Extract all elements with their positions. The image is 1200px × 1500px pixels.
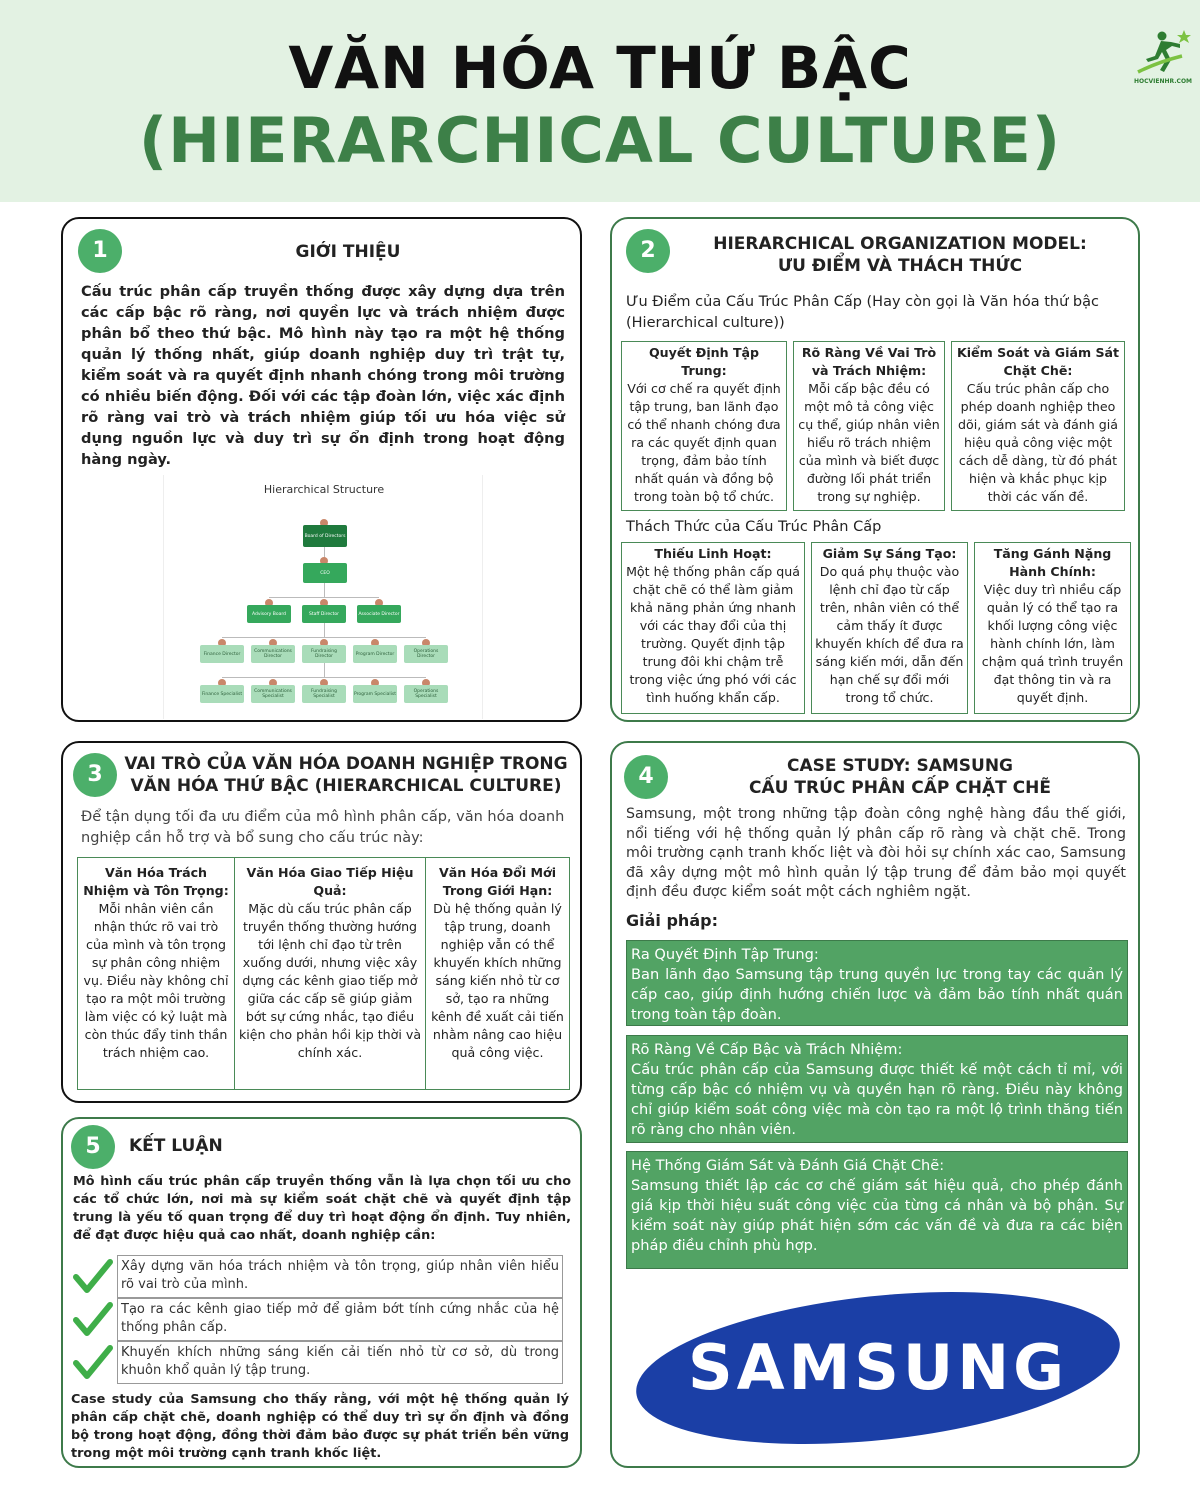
org-box-level5: Communications Specialist [251,685,295,703]
org-box-level4: Finance Director [200,645,244,663]
checklist-item [73,1298,563,1341]
advantages-heading: Ưu Điểm của Cấu Trúc Phân Cấp (Hay còn gọi là Văn hóa thứ bậc (Hierarchical culture)) [626,294,1099,331]
org-box-level5: Fundraising Specialist [302,685,346,703]
advantage-title: Kiểm Soát và Giám Sát Chặt Chẽ: [956,345,1120,378]
org-box-level5: Program Specialist [353,685,397,703]
advantage-title: Quyết Định Tập Trung: [648,345,760,378]
culture-role-panel [61,741,582,1103]
challenges-heading: Thách Thức của Cấu Trúc Phân Cấp [626,519,882,535]
culture-text: Mỗi nhân viên cần nhận thức rõ vai trò của mình và tôn trọng sự phân công nhiệm vụ. Điều này không chỉ tạo ra một môi trường làm việc có kỷ luật mà còn thúc đẩy tinh thần trách nhiệm cao. [83,901,229,1060]
samsung-logo [634,1291,1122,1446]
culture-title: Văn Hóa Giao Tiếp Hiệu Quả: [246,865,414,898]
advantages-grid [621,341,1131,511]
challenge-title: Giảm Sự Sáng Tạo: [822,546,957,561]
org-box-level4: Fundraising Director [302,645,346,663]
org-line [269,597,379,598]
challenge-text: Việc duy trì nhiều cấp quản lý có thể tạo ra khối lượng công việc hành chính lớn, làm chậm quá trình truyền đạt thông tin và ra quyết định. [981,582,1124,705]
section4-title-line1: CASE STUDY: SAMSUNG [786,756,1014,776]
section-number-4: 4 [624,755,668,799]
section2-title-line2: ƯU ĐIỂM VÀ THÁCH THỨC [777,256,1023,276]
solutions-label: Giải pháp: [626,911,718,930]
checkmark-icon [73,1259,113,1295]
checklist-text: Tạo ra các kênh giao tiếp mở để giảm bớt tính cứng nhắc của hệ thống phân cấp. [117,1298,563,1341]
challenge-card [811,542,968,714]
solution-title: Hệ Thống Giám Sát và Đánh Giá Chặt Chẽ: [631,1157,945,1174]
checkmark-icon [73,1345,113,1381]
solution-box [626,1151,1128,1269]
intro-body-text: Cấu trúc phân cấp truyền thống được xây dựng dựa trên các cấp bậc rõ ràng, nơi quyền lực và trách nhiệm được phân bổ theo thứ bậc. Mô hình này tạo ra một hệ thống quản lý thống nhất, giúp doanh nghiệp duy trì trật tự, kiểm soát và ra quyết định nhanh chóng trong môi trường có nhiều biến động. Đối với các tập đoàn lớn, việc xác định rõ ràng vai trò và trách nhiệm giúp tối ưu hóa việc sử dụng nguồn lực và duy trì sự ổn định trong hoạt động hàng ngày. [81,283,565,468]
org-line [222,637,426,638]
challenge-card [974,542,1131,714]
conclusion-panel [61,1117,582,1468]
culture-card [78,858,235,1089]
culture-text: Mặc dù cấu trúc phân cấp truyền thống thường hướng tới lệnh chỉ đạo từ trên xuống dưới, nhưng việc xây dựng các kênh giao tiếp mở giữa các cấp sẽ giúp giảm bớt sự cứng nhắc, tạo điều kiện cho phản hồi kịp thời và chính xác. [238,901,422,1060]
org-box-level3: Associate Director [357,605,401,623]
checkmark-icon [73,1302,113,1338]
conclusion-text: Case study của Samsung cho thấy rằng, với một hệ thống quản lý phân cấp chặt chẽ, doanh nghiệp có thể duy trì sự ổn định và đồng bộ trong hoạt động, đồng thời đảm bảo được sự phát triển bền vững trong một môi trường cạnh tranh khốc liệt. [71,1392,569,1461]
org-line [324,583,325,597]
culture-card [235,858,426,1089]
title-line-2: (HIERARCHICAL CULTURE) [138,104,1062,177]
logo-caption: HOCVIENHR.COM [1133,78,1193,85]
section3-title-line2: VĂN HÓA THỨ BẬC (HIERARCHICAL CULTURE) [130,776,562,796]
advantage-text: Cấu trúc phân cấp cho phép doanh nghiệp theo dõi, giám sát và đánh giá hiệu quả công việc một cách dễ dàng, từ đó phát hiện và khắc phục kịp thời các vấn đề. [958,381,1118,504]
challenges-grid [621,542,1131,714]
section2-title [690,233,1110,277]
samsung-logo-text: SAMSUNG [687,1331,1069,1404]
section-number-2: 2 [626,229,670,273]
advantage-card [951,341,1125,511]
culture-title: Văn Hóa Đổi Mới Trong Giới Hạn: [438,865,557,898]
solution-text: Samsung thiết lập các cơ chế giám sát hiệu quả, cho phép đánh giá kịp thời hiệu suất công việc của từng cá nhân và bộ phận. Sự kiểm soát này giúp phát hiện sớm các vấn đề và đưa ra các biện pháp điều chỉnh phù hợp. [631,1177,1123,1254]
culture-card [426,858,569,1089]
org-box-level3: Staff Director [302,605,346,623]
section4-title-line2: CẤU TRÚC PHÂN CẤP CHẶT CHẼ [749,778,1051,798]
samsung-case-study-panel [610,741,1140,1468]
header-banner [0,0,1200,202]
checklist-item [73,1341,563,1384]
section1-title: GIỚI THIỆU [295,242,401,262]
org-box-level5: Operations Specialist [404,685,448,703]
org-box-level4: Communications Director [251,645,295,663]
org-box-board: Board of Directors [303,525,347,547]
culture-text: Dù hệ thống quản lý tập trung, doanh nghiệp vẫn có thể khuyến khích những sáng kiến nhỏ từ cơ sở, tạo ra những kênh đề xuất cải tiến nhằm nâng cao hiệu quả công việc. [431,901,564,1060]
org-box-level5: Finance Specialist [200,685,244,703]
org-box-level4: Program Director [353,645,397,663]
culture-grid [77,857,570,1090]
org-box-level3: Advisory Board [247,605,291,623]
section-number-3: 3 [73,753,117,797]
advantage-title: Rõ Ràng Về Vai Trò và Trách Nhiệm: [801,345,937,378]
org-line [222,677,426,678]
challenge-card [621,542,805,714]
section3-title-line1: VAI TRÒ CỦA VĂN HÓA DOANH NGHIỆP TRONG [124,754,568,774]
solution-title: Ra Quyết Định Tập Trung: [631,946,819,963]
challenge-title: Tăng Gánh Nặng Hành Chính: [993,546,1112,579]
culture-title: Văn Hóa Trách Nhiệm và Tôn Trọng: [83,865,229,898]
solution-text: Ban lãnh đạo Samsung tập trung quyền lực trong tay các quản lý cấp cao, giúp định hướng chiến lược và đảm bảo tính nhất quán trong toàn tập đoàn. [631,966,1123,1023]
advantage-text: Mỗi cấp bậc đều có một mô tả công việc cụ thể, giúp nhân viên hiểu rõ trách nhiệm của mình và biết được đường lối phát triển trong sự nghiệp. [798,381,940,504]
section4-title [690,755,1110,799]
challenge-text: Một hệ thống phân cấp quá chặt chẽ có thể làm giảm khả năng phản ứng nhanh với các thay đổi của thị trường. Quyết định tập trung đôi khi chậm trễ trong việc ứng phó với các tình huống khẩn cấp. [626,564,800,705]
section2-title-line1: HIERARCHICAL ORGANIZATION MODEL: [713,234,1087,254]
advantages-challenges-panel [610,217,1140,722]
org-box-ceo: CEO [303,563,347,583]
solution-box [626,940,1128,1026]
checklist-item [73,1255,563,1298]
intro-panel [61,217,582,722]
section3-intro: Để tận dụng tối đa ưu điểm của mô hình phân cấp, văn hóa doanh nghiệp cần hỗ trợ và bổ sung cho cấu trúc này: [81,809,565,846]
section3-title [121,753,571,797]
checklist-text: Khuyến khích những sáng kiến cải tiến nhỏ từ cơ sở, dù trong khuôn khổ quản lý tập trung. [117,1341,563,1384]
hierarchy-org-chart [163,475,483,719]
challenge-title: Thiếu Linh Hoạt: [654,546,772,561]
checklist-text: Xây dựng văn hóa trách nhiệm và tôn trọng, giúp nhân viên hiểu rõ vai trò của mình. [117,1255,563,1298]
section-number-5: 5 [71,1125,115,1169]
org-box-level4: Operations Director [404,645,448,663]
solution-text: Cấu trúc phân cấp của Samsung được thiết kế một cách tỉ mỉ, với từng cấp bậc có nhiệm vụ và quyền hạn rõ ràng. Điều này không chỉ giúp kiểm soát công việc mà còn tạo ra một lộ trình thăng tiến rõ ràng cho nhân viên. [631,1061,1123,1138]
org-line [324,623,325,637]
org-line [324,663,325,677]
org-chart-title: Hierarchical Structure [263,483,385,496]
challenge-text: Do quá phụ thuộc vào lệnh chỉ đạo từ cấp trên, nhân viên có thể cảm thấy ít được khuyến khích để đưa ra sáng kiến mới, dẫn đến hạn chế sự đổi mới trong tổ chức. [815,564,964,705]
advantage-card [793,341,945,511]
conclusion-intro: Mô hình cấu trúc phân cấp truyền thống vẫn là lựa chọn tối ưu cho các tổ chức lớn, nơi mà sự kiểm soát chặt chẽ và quyết định tập trung là yếu tố quan trọng để duy trì hoạt động ổn định. Tuy nhiên, để đạt được hiệu quả cao nhất, doanh nghiệp cần: [73,1174,571,1243]
advantage-text: Với cơ chế ra quyết định tập trung, ban lãnh đạo có thể nhanh chóng đưa ra các quyết định quan trọng, đảm bảo tính nhất quán và đồng bộ trong toàn bộ tổ chức. [627,381,781,504]
section-number-1: 1 [78,229,122,273]
samsung-body: Samsung, một trong những tập đoàn công nghệ hàng đầu thế giới, nổi tiếng với hệ thống quản lý phân cấp rõ ràng và chặt chẽ. Trong môi trường cạnh tranh khốc liệt và đòi hỏi sự chính xác cao, Samsung đã xây dựng một mô hình quản lý tập trung để đảm bảo mọi quyết định đều được kiểm soát một cách nghiêm ngặt. [626,806,1126,900]
section5-title: KẾT LUẬN [129,1136,223,1156]
solution-title: Rõ Ràng Về Cấp Bậc và Trách Nhiệm: [631,1041,903,1058]
advantage-card [621,341,787,511]
solution-box [626,1035,1128,1143]
title-line-1: VĂN HÓA THỨ BẬC [288,34,912,102]
